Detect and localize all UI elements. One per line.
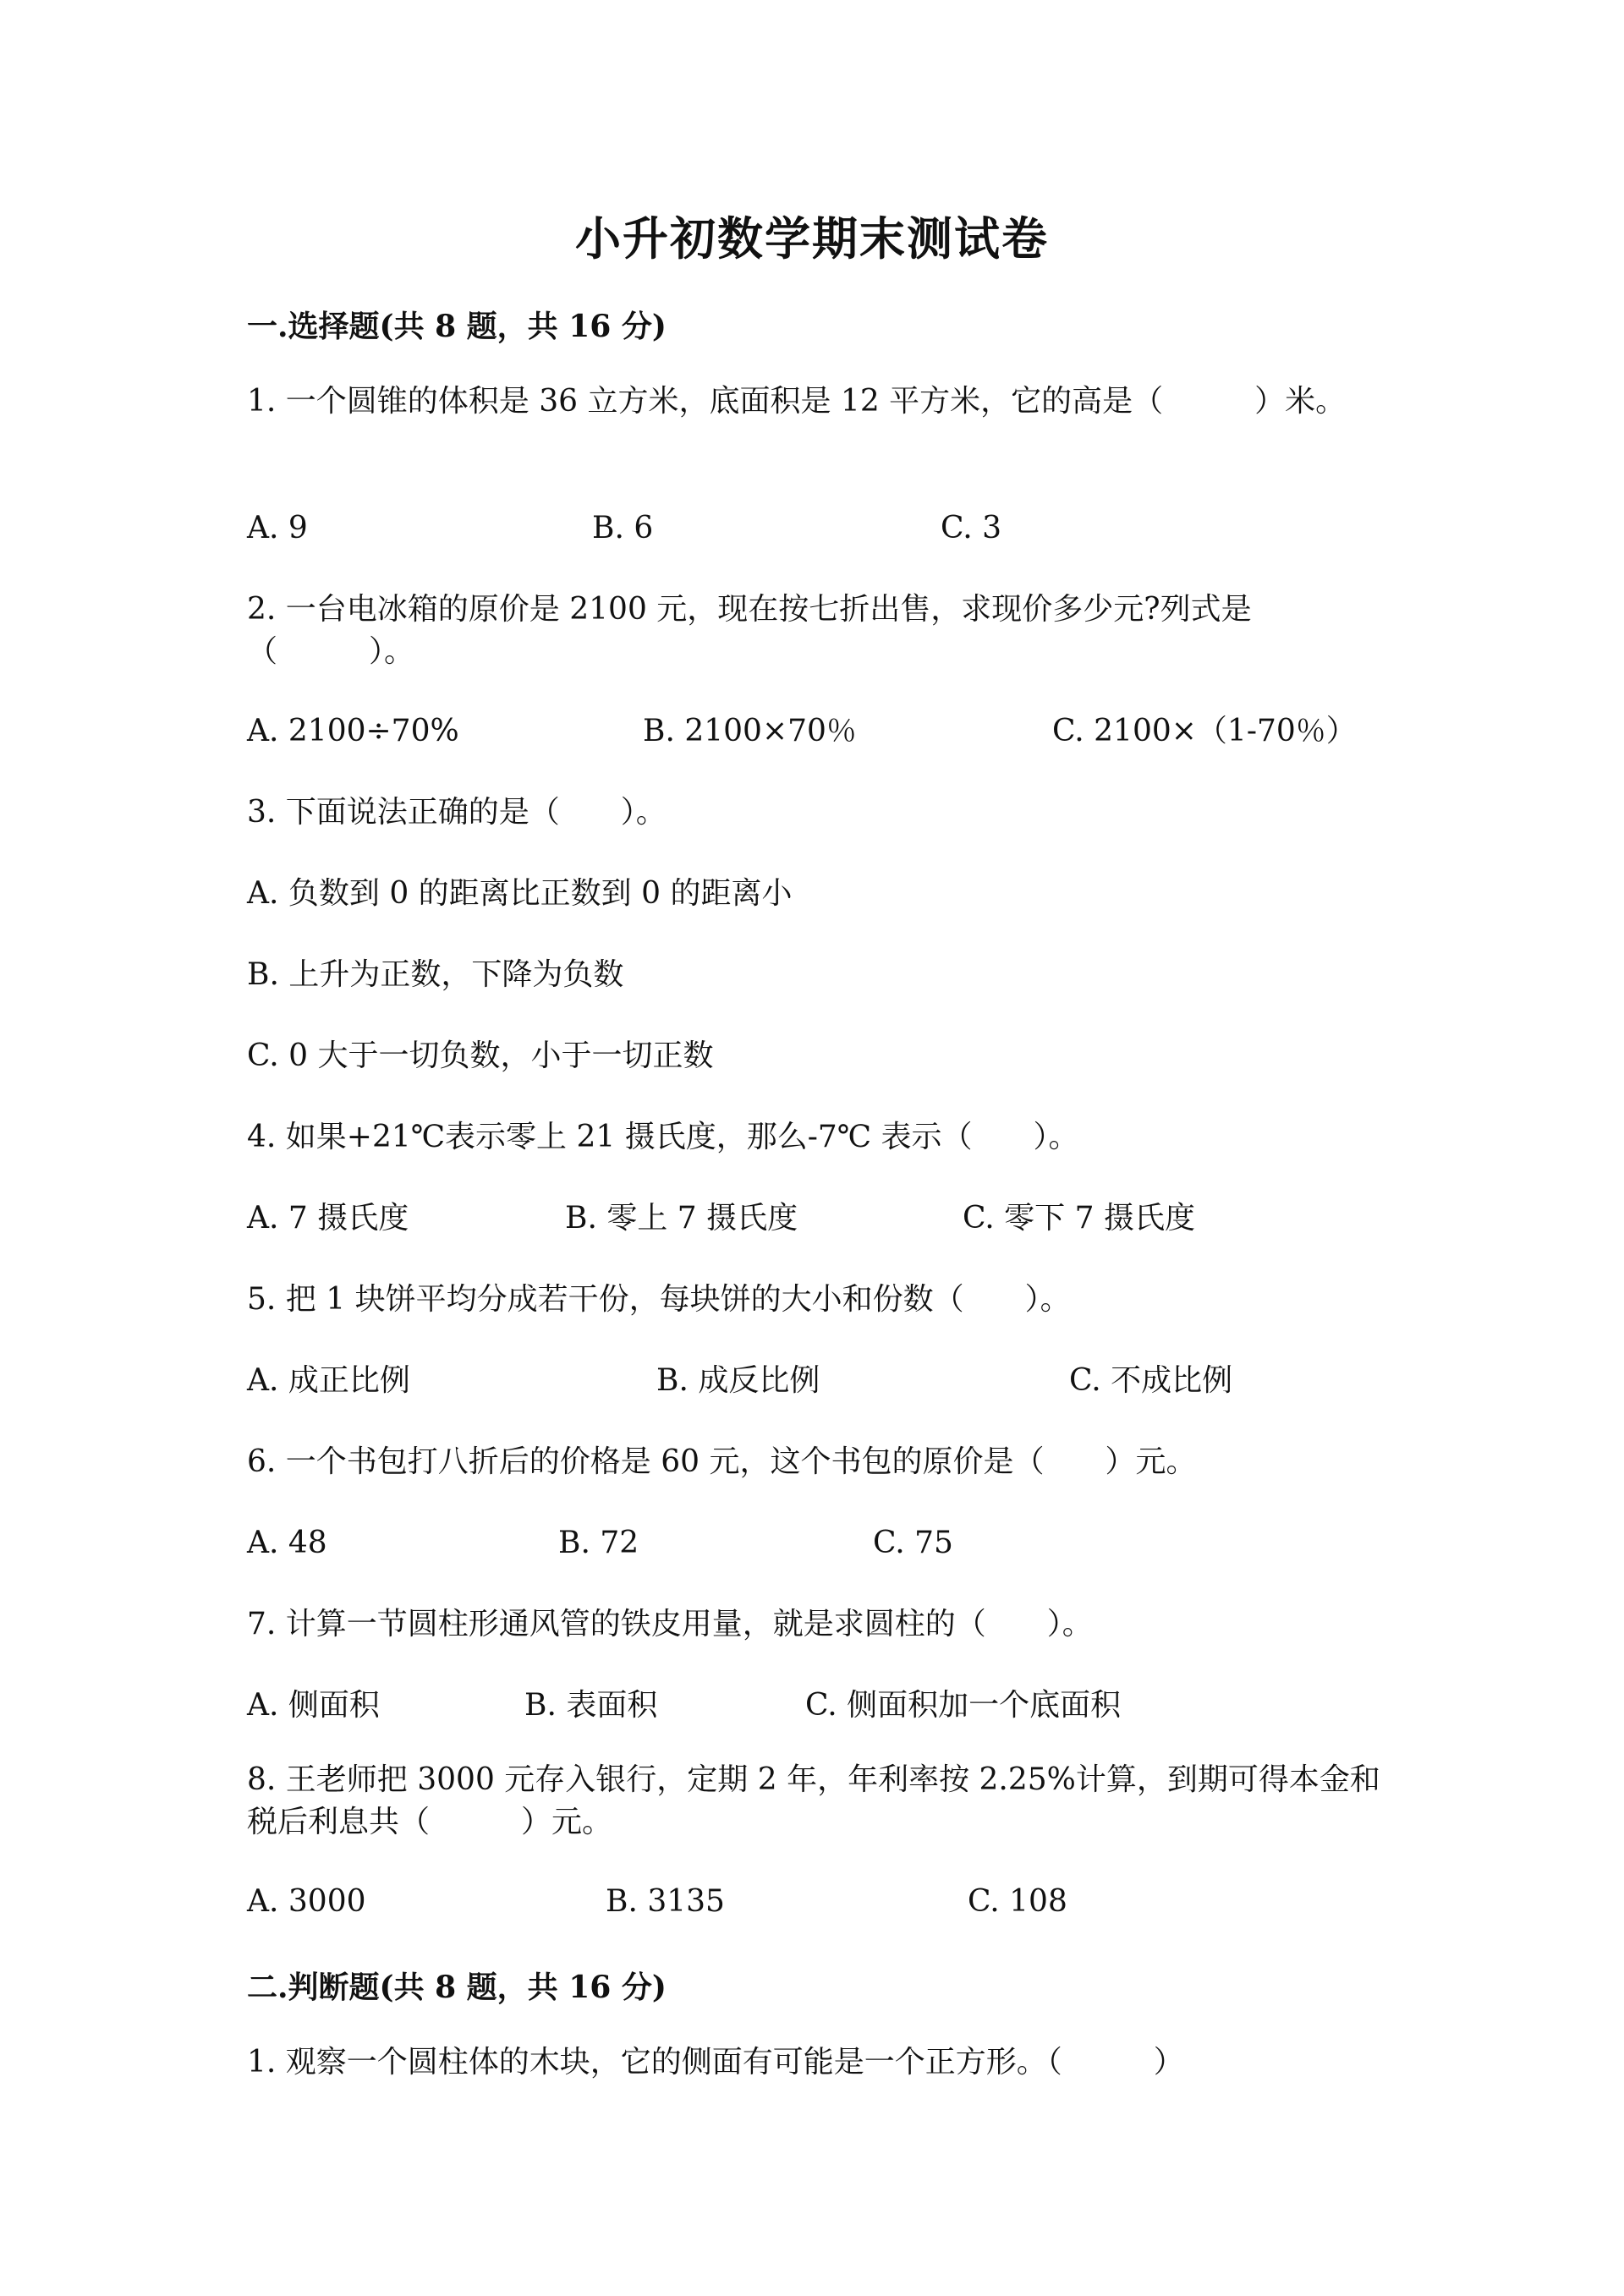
section-heading-judgement: 二.判断题(共 8 题，共 16 分) bbox=[247, 1970, 667, 2005]
option-b: B. 72 bbox=[558, 1526, 639, 1560]
option-c: C. 侧面积加一个底面积 bbox=[805, 1688, 1122, 1723]
options-row-2 bbox=[247, 710, 1431, 753]
option-a: A. 48 bbox=[247, 1526, 327, 1560]
question-6: 6. 一个书包打八折后的价格是 60 元，这个书包的原价是（ ）元。 bbox=[247, 1444, 1197, 1479]
options-row-4 bbox=[247, 1197, 1431, 1240]
options-row-6 bbox=[247, 1522, 1431, 1564]
option-b: B. 上升为正数，下降为负数 bbox=[247, 957, 624, 992]
option-c: C. 3 bbox=[941, 511, 1002, 545]
question-7: 7. 计算一节圆柱形通风管的铁皮用量，就是求圆柱的（ ）。 bbox=[247, 1607, 1093, 1641]
option-b: B. 表面积 bbox=[524, 1688, 658, 1723]
page-title: 小升初数学期末测试卷 bbox=[575, 211, 1049, 266]
option-c: C. 75 bbox=[873, 1526, 953, 1560]
option-a: A. 负数到 0 的距离比正数到 0 的距离小 bbox=[247, 876, 793, 911]
options-row-7 bbox=[247, 1685, 1431, 1727]
options-row-8 bbox=[247, 1881, 1431, 1923]
option-a: A. 7 摄氏度 bbox=[247, 1201, 409, 1236]
option-b: B. 成反比例 bbox=[656, 1363, 820, 1398]
question-1: 1. 一个圆锥的体积是 36 立方米，底面积是 12 平方米，它的高是（ ）米。 bbox=[247, 384, 1347, 419]
option-c: C. 0 大于一切负数，小于一切正数 bbox=[247, 1038, 714, 1073]
option-c: C. 108 bbox=[968, 1884, 1067, 1919]
judgement-question-1: 1. 观察一个圆柱体的木块，它的侧面有可能是一个正方形。（ ） bbox=[247, 2045, 1184, 2080]
section-heading-choice: 一.选择题(共 8 题，共 16 分) bbox=[247, 309, 667, 344]
question-8: 8. 王老师把 3000 元存入银行，定期 2 年，年利率按 2.25%计算，到期可得本金和税后利息共（ ）元。 bbox=[247, 1762, 1380, 1839]
option-c: C. 2100×（1-70％） bbox=[1052, 714, 1357, 748]
option-b: B. 6 bbox=[592, 511, 654, 545]
option-a: A. 侧面积 bbox=[247, 1688, 380, 1723]
option-a: A. 成正比例 bbox=[247, 1363, 410, 1398]
question-2: 2. 一台电冰箱的原价是 2100 元，现在按七折出售，求现价多少元?列式是（ ）。 bbox=[247, 592, 1252, 669]
question-5: 5. 把 1 块饼平均分成若干份，每块饼的大小和份数（ ）。 bbox=[247, 1282, 1071, 1317]
option-b: B. 2100×70％ bbox=[643, 714, 857, 748]
options-row-1 bbox=[247, 507, 1431, 550]
option-b: B. 3135 bbox=[606, 1884, 725, 1919]
option-c: C. 不成比例 bbox=[1069, 1363, 1233, 1398]
question-3: 3. 下面说法正确的是（ ）。 bbox=[247, 795, 667, 830]
option-a: A. 3000 bbox=[247, 1884, 366, 1919]
option-b: B. 零上 7 摄氏度 bbox=[565, 1201, 798, 1236]
option-c: C. 零下 7 摄氏度 bbox=[963, 1201, 1195, 1236]
option-a: A. 2100÷70% bbox=[247, 714, 459, 748]
question-4: 4. 如果+21℃表示零上 21 摄氏度，那么-7℃ 表示（ ）。 bbox=[247, 1120, 1079, 1154]
option-a: A. 9 bbox=[247, 511, 308, 545]
options-row-5 bbox=[247, 1360, 1431, 1402]
